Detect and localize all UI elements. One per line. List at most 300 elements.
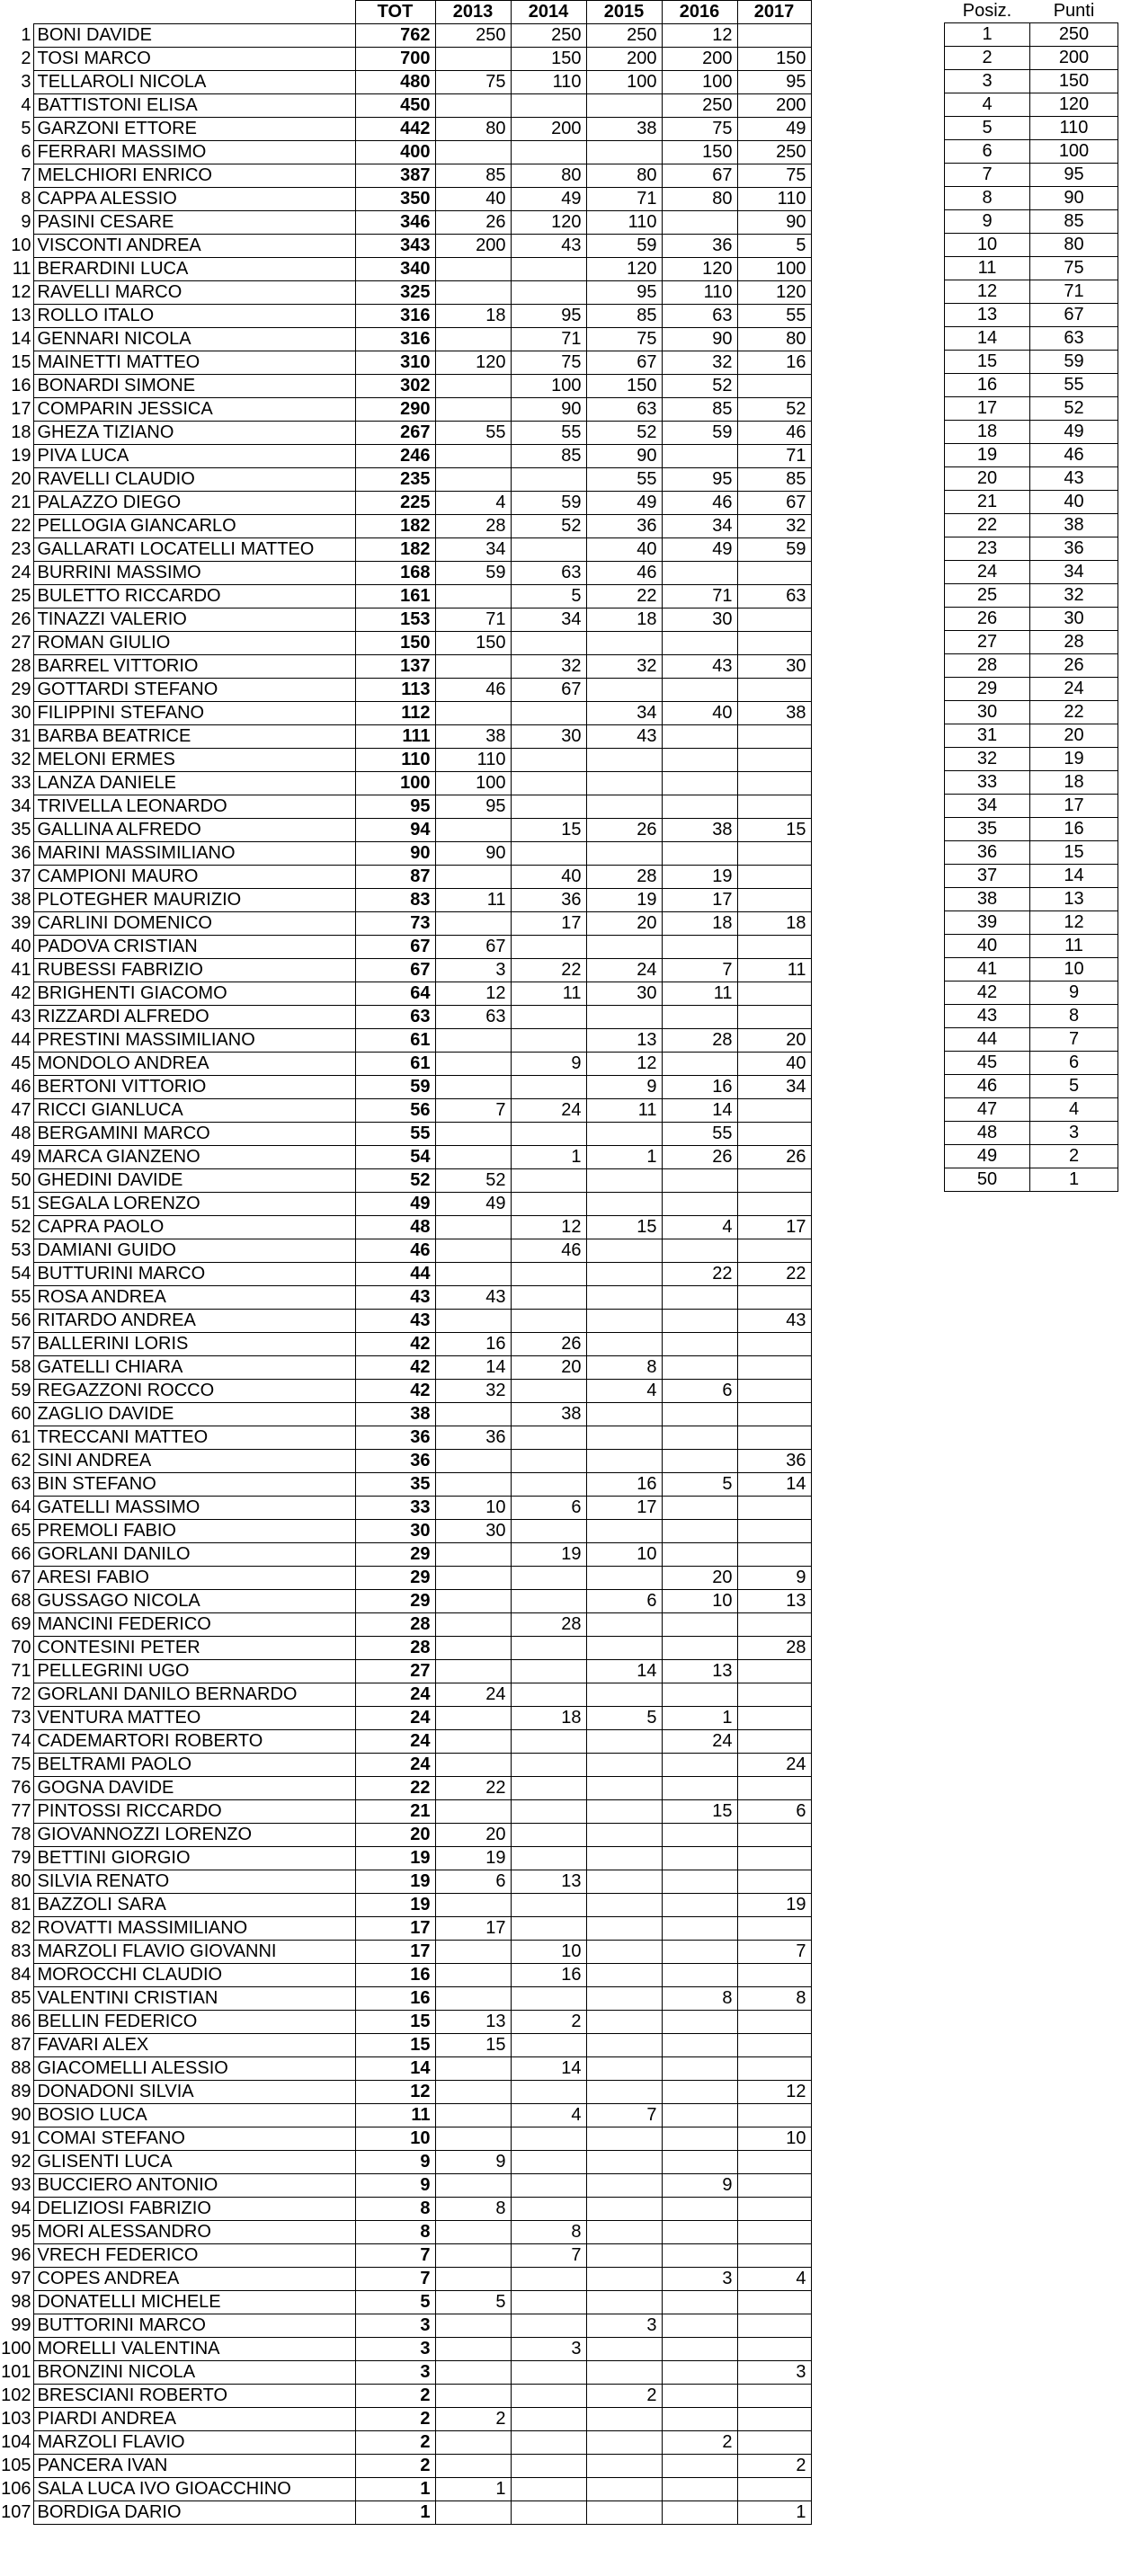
y2013-cell	[435, 94, 511, 118]
tot-cell: 29	[355, 1590, 435, 1613]
y2016-cell: 1	[662, 1707, 737, 1730]
rank-cell: 79	[11, 1848, 31, 1868]
tot-cell: 9	[355, 2174, 435, 2198]
tot-cell: 1	[355, 2501, 435, 2525]
y2017-cell: 34	[737, 1076, 811, 1099]
rank-cell: 49	[11, 1147, 31, 1167]
y2015-cell: 10	[586, 1543, 662, 1567]
y2016-cell: 150	[662, 141, 737, 164]
rank-cell: 68	[11, 1591, 31, 1611]
y2014-cell	[511, 936, 586, 959]
points-row	[945, 631, 1118, 654]
rank-cell: 71	[11, 1661, 31, 1681]
table-row	[0, 281, 811, 305]
y2017-cell	[737, 1613, 811, 1637]
table-row	[0, 2385, 811, 2408]
y2013-cell: 250	[435, 24, 511, 48]
table-row	[0, 305, 811, 328]
y2017-cell: 75	[737, 164, 811, 188]
y2016-cell	[662, 2501, 737, 2525]
table-row	[0, 1683, 811, 1707]
y2016-cell: 95	[662, 468, 737, 492]
tot-cell: 14	[355, 2057, 435, 2081]
tot-cell: 28	[355, 1613, 435, 1637]
rank-cell: 99	[11, 2315, 31, 2335]
name-cell: CAPRA PAOLO	[33, 1216, 355, 1239]
rank-cell: 89	[11, 2082, 31, 2101]
y2014-cell	[511, 94, 586, 118]
y2017-cell: 67	[737, 492, 811, 515]
y2017-cell: 250	[737, 141, 811, 164]
y2015-cell	[586, 2034, 662, 2057]
y2017-cell	[737, 1169, 811, 1193]
rank-cell: 35	[11, 820, 31, 839]
y2016-cell: 36	[662, 235, 737, 258]
tot-cell: 182	[355, 538, 435, 562]
y2016-cell	[662, 1006, 737, 1029]
tot-cell: 1	[355, 2478, 435, 2501]
points-row	[945, 234, 1118, 257]
name-cell: RAVELLI CLAUDIO	[33, 468, 355, 492]
y2017-cell: 90	[737, 211, 811, 235]
tot-cell: 302	[355, 375, 435, 398]
y2015-cell: 26	[586, 819, 662, 842]
y2016-cell	[662, 1824, 737, 1847]
tot-cell: 7	[355, 2244, 435, 2268]
table-row	[0, 1824, 811, 1847]
y2013-cell	[435, 1987, 511, 2011]
tot-cell: 15	[355, 2034, 435, 2057]
y2013-cell	[435, 1263, 511, 1286]
table-row	[0, 819, 811, 842]
punti-cell: 5	[1030, 1075, 1118, 1098]
y2015-cell	[586, 1637, 662, 1660]
punti-cell: 55	[1030, 374, 1118, 397]
name-cell: SILVIA RENATO	[33, 1870, 355, 1894]
y2016-cell	[662, 1613, 737, 1637]
rank-cell: 3	[21, 72, 31, 92]
y2016-cell	[662, 211, 737, 235]
y2014-cell	[511, 2455, 586, 2478]
y2015-cell	[586, 1403, 662, 1426]
tot-cell: 24	[355, 1707, 435, 1730]
name-cell: BATTISTONI ELISA	[33, 94, 355, 118]
points-row	[945, 491, 1118, 514]
name-cell: BONARDI SIMONE	[33, 375, 355, 398]
y2015-cell	[586, 1426, 662, 1450]
rank-cell: 48	[11, 1124, 31, 1143]
y2015-cell: 28	[586, 866, 662, 889]
y2015-cell	[586, 2291, 662, 2314]
y2013-cell	[435, 2361, 511, 2385]
tot-cell: 310	[355, 351, 435, 375]
y2016-cell: 120	[662, 258, 737, 281]
rank-cell: 63	[11, 1474, 31, 1494]
tot-cell: 28	[355, 1637, 435, 1660]
y2014-cell	[511, 772, 586, 795]
y2017-cell	[737, 1333, 811, 1356]
tot-cell: 61	[355, 1053, 435, 1076]
rank-cell: 64	[11, 1497, 31, 1517]
punti-cell: 16	[1030, 818, 1118, 841]
y2014-cell: 200	[511, 118, 586, 141]
rank-cell: 57	[11, 1334, 31, 1354]
posiz-cell: 34	[945, 795, 1030, 818]
tot-cell: 340	[355, 258, 435, 281]
punti-cell: 2	[1030, 1145, 1118, 1168]
name-cell: CONTESINI PETER	[33, 1637, 355, 1660]
y2014-cell	[511, 1076, 586, 1099]
name-cell: GHEZA TIZIANO	[33, 422, 355, 445]
y2017-cell	[737, 2221, 811, 2244]
header-2014: 2014	[511, 1, 586, 24]
y2017-cell: 2	[737, 2455, 811, 2478]
y2017-cell	[737, 1006, 811, 1029]
points-row	[945, 117, 1118, 140]
punti-cell: 17	[1030, 795, 1118, 818]
table-row	[0, 632, 811, 655]
y2015-cell: 200	[586, 48, 662, 71]
punti-cell: 11	[1030, 935, 1118, 958]
tot-cell: 100	[355, 772, 435, 795]
y2015-cell: 20	[586, 912, 662, 936]
table-row	[0, 1263, 811, 1286]
tot-cell: 387	[355, 164, 435, 188]
y2013-cell	[435, 702, 511, 725]
punti-cell: 38	[1030, 514, 1118, 537]
name-cell: ROMAN GIULIO	[33, 632, 355, 655]
tot-cell: 42	[355, 1380, 435, 1403]
punti-cell: 20	[1030, 724, 1118, 748]
rank-cell: 86	[11, 2012, 31, 2031]
tot-cell: 19	[355, 1870, 435, 1894]
y2015-cell	[586, 936, 662, 959]
y2016-cell	[662, 1520, 737, 1543]
name-cell: BRONZINI NICOLA	[33, 2361, 355, 2385]
name-cell: GLISENTI LUCA	[33, 2151, 355, 2174]
y2013-cell	[435, 2338, 511, 2361]
y2016-cell: 14	[662, 1099, 737, 1123]
tot-cell: 235	[355, 468, 435, 492]
table-row	[0, 795, 811, 819]
y2015-cell	[586, 2198, 662, 2221]
y2015-cell: 4	[586, 1380, 662, 1403]
rank-cell: 82	[11, 1918, 31, 1938]
posiz-cell: 14	[945, 327, 1030, 351]
punti-cell: 110	[1030, 117, 1118, 140]
y2017-cell: 24	[737, 1754, 811, 1777]
y2016-cell: 32	[662, 351, 737, 375]
tot-cell: 67	[355, 959, 435, 982]
table-row	[0, 702, 811, 725]
y2015-cell	[586, 1006, 662, 1029]
table-row	[0, 1356, 811, 1380]
y2016-cell	[662, 562, 737, 585]
y2013-cell: 9	[435, 2151, 511, 2174]
y2014-cell	[511, 2174, 586, 2198]
name-cell: TELLAROLI NICOLA	[33, 71, 355, 94]
y2016-cell	[662, 2338, 737, 2361]
y2014-cell	[511, 632, 586, 655]
points-row	[945, 748, 1118, 771]
y2014-cell: 71	[511, 328, 586, 351]
table-row	[0, 48, 811, 71]
y2017-cell: 5	[737, 235, 811, 258]
rank-cell: 21	[11, 493, 31, 512]
points-row	[945, 865, 1118, 888]
tot-cell: 8	[355, 2198, 435, 2221]
y2013-cell	[435, 912, 511, 936]
y2013-cell: 52	[435, 1169, 511, 1193]
y2016-cell: 5	[662, 1473, 737, 1497]
tot-cell: 2	[355, 2385, 435, 2408]
name-cell: SEGALA LORENZO	[33, 1193, 355, 1216]
y2014-cell	[511, 1754, 586, 1777]
y2016-cell: 40	[662, 702, 737, 725]
rank-cell: 85	[11, 1988, 31, 2008]
y2016-cell: 9	[662, 2174, 737, 2198]
table-row	[0, 1450, 811, 1473]
name-cell: BAZZOLI SARA	[33, 1894, 355, 1917]
y2014-cell: 110	[511, 71, 586, 94]
points-row	[945, 164, 1118, 187]
posiz-cell: 5	[945, 117, 1030, 140]
header-2013: 2013	[435, 1, 511, 24]
y2017-cell: 100	[737, 258, 811, 281]
rank-cell: 18	[11, 422, 31, 442]
y2014-cell: 150	[511, 48, 586, 71]
y2016-cell: 46	[662, 492, 737, 515]
y2016-cell	[662, 1637, 737, 1660]
y2013-cell	[435, 2501, 511, 2525]
y2013-cell: 120	[435, 351, 511, 375]
y2017-cell: 59	[737, 538, 811, 562]
y2016-cell	[662, 1239, 737, 1263]
punti-cell: 24	[1030, 678, 1118, 701]
y2016-cell: 30	[662, 608, 737, 632]
tot-cell: 161	[355, 585, 435, 608]
y2013-cell	[435, 1216, 511, 1239]
table-row	[0, 1964, 811, 1987]
posiz-cell: 3	[945, 70, 1030, 93]
name-cell: BRIGHENTI GIACOMO	[33, 982, 355, 1006]
punti-cell: 120	[1030, 93, 1118, 117]
y2015-cell	[586, 1847, 662, 1870]
rank-cell: 91	[11, 2128, 31, 2148]
y2017-cell: 32	[737, 515, 811, 538]
points-row	[945, 70, 1118, 93]
name-cell: GENNARI NICOLA	[33, 328, 355, 351]
y2014-cell: 250	[511, 24, 586, 48]
y2014-cell: 49	[511, 188, 586, 211]
y2014-cell	[511, 141, 586, 164]
y2014-cell	[511, 2431, 586, 2455]
y2017-cell	[737, 608, 811, 632]
y2016-cell: 10	[662, 1590, 737, 1613]
table-row	[0, 2408, 811, 2431]
name-cell: GATELLI MASSIMO	[33, 1497, 355, 1520]
y2014-cell	[511, 1426, 586, 1450]
y2013-cell	[435, 2081, 511, 2104]
punti-cell: 150	[1030, 70, 1118, 93]
punti-cell: 8	[1030, 1005, 1118, 1028]
tot-cell: 17	[355, 1917, 435, 1941]
y2015-cell	[586, 2268, 662, 2291]
y2016-cell	[662, 1310, 737, 1333]
name-cell: DELIZIOSI FABRIZIO	[33, 2198, 355, 2221]
y2016-cell: 67	[662, 164, 737, 188]
posiz-cell: 42	[945, 982, 1030, 1005]
rank-cell: 56	[11, 1310, 31, 1330]
name-cell: BALLERINI LORIS	[33, 1333, 355, 1356]
tot-cell: 30	[355, 1520, 435, 1543]
y2013-cell: 30	[435, 1520, 511, 1543]
y2015-cell: 55	[586, 468, 662, 492]
rank-cell: 46	[11, 1077, 31, 1097]
y2013-cell: 26	[435, 211, 511, 235]
y2014-cell: 100	[511, 375, 586, 398]
y2015-cell: 1	[586, 1146, 662, 1169]
y2017-cell	[737, 2011, 811, 2034]
rank-cell: 32	[11, 750, 31, 769]
tot-cell: 2	[355, 2408, 435, 2431]
y2013-cell	[435, 141, 511, 164]
name-cell: SALA LUCA IVO GIOACCHINO	[33, 2478, 355, 2501]
y2015-cell	[586, 2127, 662, 2151]
y2013-cell: 2	[435, 2408, 511, 2431]
rank-cell: 28	[11, 656, 31, 676]
y2015-cell	[586, 2408, 662, 2431]
name-cell: PELLEGRINI UGO	[33, 1660, 355, 1683]
tot-cell: 64	[355, 982, 435, 1006]
y2016-cell: 100	[662, 71, 737, 94]
table-row	[0, 1473, 811, 1497]
tot-cell: 113	[355, 679, 435, 702]
y2015-cell: 67	[586, 351, 662, 375]
points-row	[945, 327, 1118, 351]
y2016-cell	[662, 2081, 737, 2104]
y2015-cell	[586, 842, 662, 866]
y2016-cell: 18	[662, 912, 737, 936]
posiz-cell: 21	[945, 491, 1030, 514]
rank-cell: 12	[11, 282, 31, 302]
y2014-cell: 19	[511, 1543, 586, 1567]
punti-cell: 46	[1030, 444, 1118, 467]
table-row	[0, 1216, 811, 1239]
table-row	[0, 258, 811, 281]
y2015-cell	[586, 1987, 662, 2011]
name-cell: TINAZZI VALERIO	[33, 608, 355, 632]
posiz-cell: 24	[945, 561, 1030, 584]
name-cell: CARLINI DOMENICO	[33, 912, 355, 936]
points-row	[945, 701, 1118, 724]
posiz-cell: 41	[945, 958, 1030, 982]
y2017-cell	[737, 1660, 811, 1683]
rank-cell: 43	[11, 1007, 31, 1026]
y2017-cell	[737, 1824, 811, 1847]
points-row	[945, 374, 1118, 397]
rank-cell: 107	[1, 2502, 31, 2522]
rank-cell: 11	[12, 259, 31, 279]
y2014-cell: 40	[511, 866, 586, 889]
y2015-cell: 52	[586, 422, 662, 445]
y2014-cell	[511, 749, 586, 772]
rank-cell: 51	[11, 1194, 31, 1213]
y2017-cell	[737, 725, 811, 749]
table-row	[0, 1754, 811, 1777]
y2014-cell	[511, 1777, 586, 1800]
y2014-cell	[511, 1450, 586, 1473]
y2016-cell	[662, 1683, 737, 1707]
table-row	[0, 1053, 811, 1076]
y2014-cell: 59	[511, 492, 586, 515]
name-cell: VENTURA MATTEO	[33, 1707, 355, 1730]
points-row	[945, 421, 1118, 444]
rank-cell: 47	[11, 1100, 31, 1120]
tot-cell: 2	[355, 2455, 435, 2478]
y2015-cell	[586, 1894, 662, 1917]
name-cell: BARREL VITTORIO	[33, 655, 355, 679]
y2015-cell	[586, 1450, 662, 1473]
rank-cell: 104	[1, 2432, 31, 2452]
posiz-cell: 8	[945, 187, 1030, 210]
y2015-cell	[586, 2011, 662, 2034]
rank-cell: 93	[11, 2175, 31, 2195]
rank-cell: 30	[11, 703, 31, 723]
name-cell: BERGAMINI MARCO	[33, 1123, 355, 1146]
y2014-cell: 15	[511, 819, 586, 842]
y2014-cell: 20	[511, 1356, 586, 1380]
y2013-cell: 150	[435, 632, 511, 655]
rank-cell: 31	[11, 726, 31, 746]
posiz-cell: 46	[945, 1075, 1030, 1098]
table-row	[0, 118, 811, 141]
rank-cell: 2	[21, 49, 31, 68]
tot-cell: 442	[355, 118, 435, 141]
rank-cell: 58	[11, 1357, 31, 1377]
tot-cell: 19	[355, 1847, 435, 1870]
table-row	[0, 1917, 811, 1941]
y2014-cell: 1	[511, 1146, 586, 1169]
posiz-cell: 35	[945, 818, 1030, 841]
y2015-cell: 5	[586, 1707, 662, 1730]
name-cell: BORDIGA DARIO	[33, 2501, 355, 2525]
posiz-cell: 16	[945, 374, 1030, 397]
points-row	[945, 561, 1118, 584]
y2014-cell: 85	[511, 445, 586, 468]
punti-cell: 22	[1030, 701, 1118, 724]
rank-cell: 87	[11, 2035, 31, 2055]
y2014-cell	[511, 468, 586, 492]
points-row	[945, 187, 1118, 210]
name-cell: PALAZZO DIEGO	[33, 492, 355, 515]
points-row	[945, 1052, 1118, 1075]
tot-cell: 95	[355, 795, 435, 819]
rank-cell: 24	[11, 563, 31, 582]
punti-cell: 75	[1030, 257, 1118, 280]
y2017-cell	[737, 1356, 811, 1380]
y2014-cell: 22	[511, 959, 586, 982]
y2014-cell: 8	[511, 2221, 586, 2244]
tot-cell: 2	[355, 2431, 435, 2455]
points-row	[945, 1005, 1118, 1028]
name-cell: BERTONI VITTORIO	[33, 1076, 355, 1099]
points-row	[945, 911, 1118, 935]
tot-cell: 29	[355, 1567, 435, 1590]
y2015-cell	[586, 141, 662, 164]
name-cell: DONATELLI MICHELE	[33, 2291, 355, 2314]
y2017-cell	[737, 679, 811, 702]
